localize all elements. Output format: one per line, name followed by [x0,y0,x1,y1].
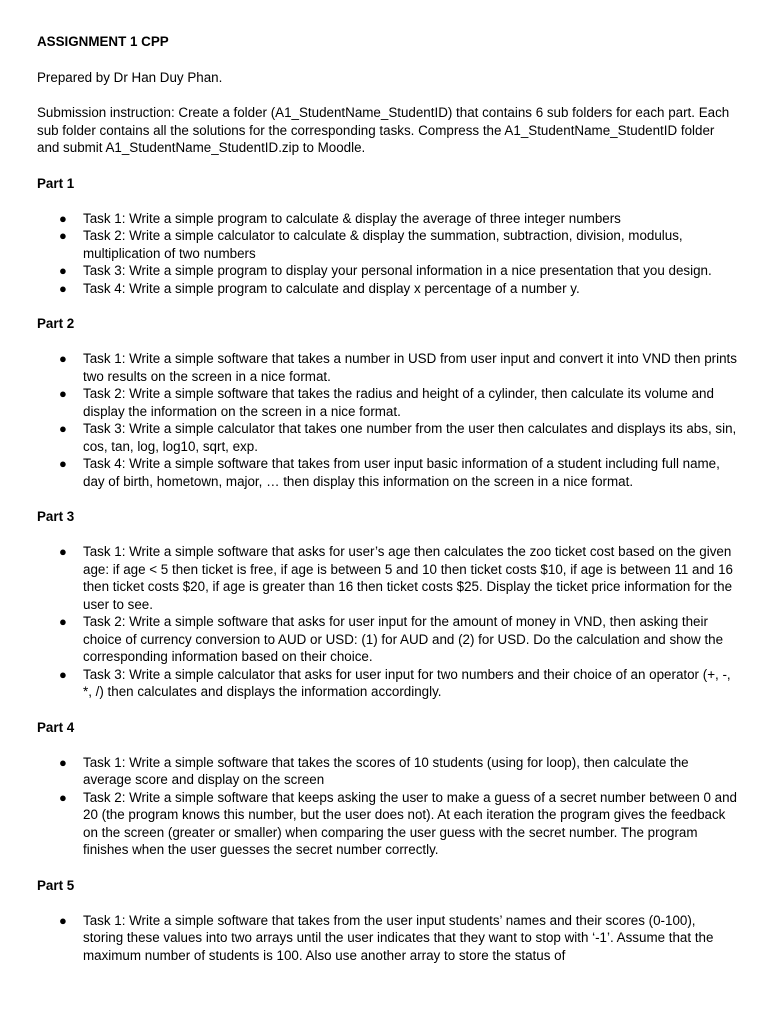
part-3-section [37,508,737,701]
task-text: Task 3: Write a simple calculator that takes one number from the user then calculates and displays its abs, sin, cos, tan, log, log10, sqrt, exp. [83,421,737,454]
task-text: Task 4: Write a simple program to calculate and display x percentage of a number y. [83,280,580,296]
part-1-heading: Part 1 [37,175,75,191]
bullet-icon: ● [59,386,67,401]
task-text: Task 1: Write a simple program to calculate & display the average of three integer numbers [83,210,621,226]
list-item [37,210,737,228]
bullet-icon: ● [59,421,67,436]
part-5-section [37,877,737,965]
bullet-icon: ● [59,280,67,296]
part-1-task-list [37,210,737,298]
document-page [37,33,737,964]
list-item [37,455,737,490]
bullet-icon: ● [59,666,67,682]
list-item [37,754,737,789]
part-5-heading: Part 5 [37,877,75,893]
task-text: Task 2: Write a simple software that keeps asking the user to make a guess of a secret number between 0 and 20 (the program knows this number, but the user does not). At each iteration the program gives the feedback on the screen (greater or smaller) when comparing the user guess with the secret number. The program finishes when the user guesses the secret number correctly. [83,789,738,857]
task-text: Task 4: Write a simple software that takes from user input basic information of a student including full name, day of birth, hometown, major, … then display this information on the screen in a nice format. [83,456,720,489]
part-3-task-list [37,543,737,701]
bullet-icon: ● [59,210,67,226]
list-item [37,350,737,385]
document-title: ASSIGNMENT 1 CPP [37,34,169,49]
part-2-section [37,315,737,490]
task-text: Task 2: Write a simple calculator to calculate & display the summation, subtraction, division, modulus, multiplication of two numbers [83,228,683,261]
bullet-icon: ● [59,544,67,559]
task-text: Task 1: Write a simple software that takes a number in USD from user input and convert it into VND then prints two results on the screen in a nice format. [83,351,737,384]
bullet-icon: ● [59,351,67,366]
task-text: Task 1: Write a simple software that takes the scores of 10 students (using for loop), then calculate the average score and display on the screen [83,754,689,787]
list-item [37,385,737,420]
list-item [37,227,737,262]
part-4-section [37,719,737,859]
bullet-icon: ● [59,754,67,770]
bullet-icon: ● [59,263,67,278]
part-1-section [37,175,737,298]
part-3-heading: Part 3 [37,509,75,524]
task-text: Task 1: Write a simple software that takes from the user input students’ names and their scores (0-100), storing these values into two arrays until the user indicates that they want to stop with ‘-1’. Assume that the maximum number of students is 100. Also use another array to store the status of [83,912,714,963]
bullet-icon: ● [59,456,67,471]
list-item [37,420,737,455]
part-2-heading: Part 2 [37,316,75,331]
part-5-task-list [37,912,737,965]
part-4-task-list [37,754,737,859]
list-item [37,912,737,965]
part-2-task-list [37,350,737,490]
list-item [37,789,737,859]
task-text: Task 2: Write a simple software that asks for user input for the amount of money in VND, then asking their choice of currency conversion to AUD or USD: (1) for AUD and (2) for USD. Do the calculation and show the corresponding information based on their choice. [83,614,724,664]
bullet-icon: ● [59,228,67,243]
part-4-heading: Part 4 [37,719,75,735]
list-item [37,666,737,701]
task-text: Task 2: Write a simple software that takes the radius and height of a cylinder, then calculate its volume and display the information on the screen in a nice format. [83,386,714,419]
task-text: Task 3: Write a simple program to display your personal information in a nice presentation that you design. [83,263,712,278]
task-text: Task 3: Write a simple calculator that asks for user input for two numbers and their choice of an operator (+, -, *, /) then calculates and displays the information accordingly. [83,666,731,699]
bullet-icon: ● [59,912,67,928]
list-item [37,613,737,666]
task-text: Task 1: Write a simple software that asks for user’s age then calculates the zoo ticket cost based on the given age: if age < 5 then ticket is free, if age is between 5 and 10 then ticket costs $10, if age is between 11 and 16 then ticket costs $20, if age is greater than 16 then ticket costs $25. Display the ticket price information for the user to see. [83,544,733,612]
list-item [37,543,737,613]
bullet-icon: ● [59,614,67,629]
list-item [37,262,737,280]
bullet-icon: ● [59,789,67,805]
prepared-by: Prepared by Dr Han Duy Phan. [37,69,223,85]
list-item [37,280,737,298]
submission-instruction: Submission instruction: Create a folder (A1_StudentName_StudentID) that contains 6 sub folders for each part. Each sub folder contains all the solutions for the corresponding tasks. Compress the A1_StudentName_StudentID folder and submit A1_StudentName_StudentID.zip to Moodle. [37,105,730,155]
